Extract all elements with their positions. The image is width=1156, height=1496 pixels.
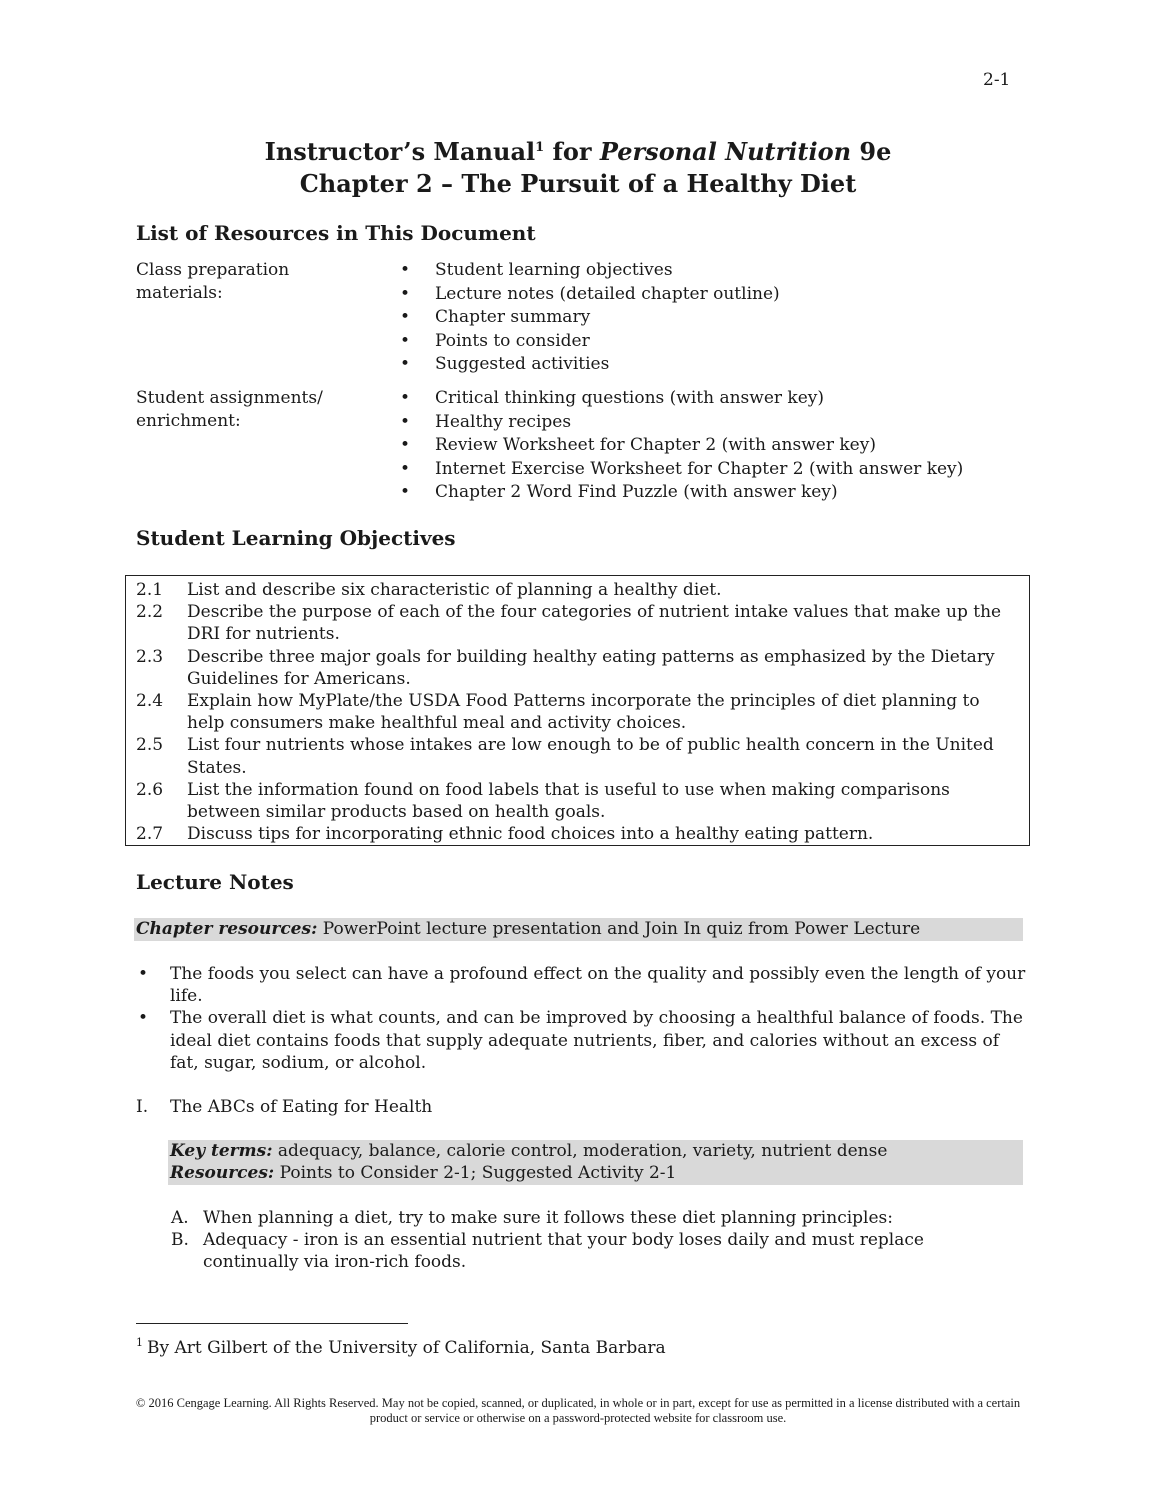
objective-number: 2.7	[136, 824, 164, 845]
list-item	[171, 1207, 1021, 1229]
objective-row	[136, 601, 1021, 645]
resources-label: Resources:	[170, 1163, 275, 1183]
sub-items	[171, 1207, 1021, 1274]
footnote-text: By Art Gilbert of the University of California, Santa Barbara	[147, 1338, 666, 1358]
key-terms-box	[168, 1140, 1023, 1163]
book-title: Personal Nutrition	[599, 137, 852, 166]
footnote-marker: 1	[136, 1336, 143, 1350]
title-edition: 9e	[851, 137, 892, 166]
resource-group-label: Class preparation materials:	[136, 260, 290, 303]
title-mid: for	[544, 137, 600, 166]
page-number: 2-1	[983, 70, 1011, 90]
chapter-title: Chapter 2 – The Pursuit of a Healthy Diet	[299, 169, 857, 198]
list-item: • The foods you select can have a profound effect on the quality and possibly even the length of your life.	[136, 963, 1026, 1007]
objective-row	[136, 690, 1021, 734]
objective-row	[136, 734, 1021, 778]
resources-text: Points to Consider 2-1; Suggested Activity 2-1	[274, 1163, 677, 1183]
list-item: • Student learning objectives	[400, 259, 780, 283]
resource-list	[400, 259, 780, 377]
title-footnote-marker: 1	[535, 140, 545, 155]
chapter-resources-text: PowerPoint lecture presentation and Join In quiz from Power Lecture	[317, 919, 921, 939]
objectives-heading: Student Learning Objectives	[136, 526, 456, 550]
objective-number: 2.2	[136, 602, 164, 623]
footnote	[136, 1338, 666, 1358]
chapter-resources-box	[134, 918, 1023, 941]
chapter-resources-label: Chapter resources:	[136, 919, 318, 939]
list-item: • Chapter summary	[400, 306, 780, 330]
key-terms-label: Key terms:	[170, 1141, 273, 1161]
objective-text: List and describe six characteristic of planning a healthy diet.	[187, 580, 722, 600]
footnote-divider	[136, 1323, 408, 1324]
objective-text: Explain how MyPlate/the USDA Food Patterns incorporate the principles of diet planning to help consumers make healthful meal and activity choices.	[187, 691, 980, 734]
objective-number: 2.6	[136, 779, 164, 800]
lecture-notes-heading: Lecture Notes	[136, 870, 294, 894]
item-label: A.	[171, 1208, 189, 1228]
section-title: The ABCs of Eating for Health	[170, 1097, 433, 1117]
resource-list	[400, 387, 963, 505]
list-item: • Lecture notes (detailed chapter outline)	[400, 283, 780, 307]
objective-number: 2.5	[136, 735, 164, 756]
objective-row	[136, 779, 1021, 823]
intro-bullets	[136, 963, 1026, 1074]
title-prefix: Instructor’s Manual	[264, 137, 536, 166]
objectives-box	[125, 575, 1030, 846]
objective-row	[136, 646, 1021, 690]
list-item: • Healthy recipes	[400, 411, 963, 435]
document-title	[0, 137, 1156, 166]
objective-text: List the information found on food labels that is useful to use when making comparisons between similar products based on health goals.	[187, 779, 950, 823]
objective-row	[136, 579, 1021, 601]
item-text: When planning a diet, try to make sure it follows these diet planning principles:	[203, 1208, 893, 1228]
list-item: • Suggested activities	[400, 353, 780, 377]
item-text: Adequacy - iron is an essential nutrient that your body loses daily and must replace continually via iron-rich foods.	[203, 1230, 924, 1273]
objective-number: 2.3	[136, 646, 164, 667]
objective-text: Describe the purpose of each of the four categories of nutrient intake values that make up the DRI for nutrients.	[187, 602, 1002, 645]
objective-number: 2.4	[136, 691, 164, 712]
list-item: • Chapter 2 Word Find Puzzle (with answer key)	[400, 481, 963, 505]
list-item: • Review Worksheet for Chapter 2 (with answer key)	[400, 434, 963, 458]
list-item: • The overall diet is what counts, and can be improved by choosing a healthful balance of foods. The ideal diet contains foods that supply adequate nutrients, fiber, and calories without an excess of fat, sugar, sodium, or alcohol.	[136, 1007, 1026, 1074]
objective-text: List four nutrients whose intakes are low enough to be of public health concern in the United States.	[187, 735, 994, 778]
section-number: I.	[136, 1097, 149, 1117]
objective-text: Discuss tips for incorporating ethnic food choices into a healthy eating pattern.	[187, 824, 874, 845]
list-item: • Critical thinking questions (with answer key)	[400, 387, 963, 411]
objective-row	[136, 823, 1021, 845]
list-item	[171, 1229, 1021, 1273]
list-item: • Internet Exercise Worksheet for Chapter 2 (with answer key)	[400, 458, 963, 482]
item-label: B.	[171, 1230, 189, 1251]
objective-number: 2.1	[136, 580, 164, 600]
list-item: • Points to consider	[400, 330, 780, 354]
key-terms-text: adequacy, balance, calorie control, moderation, variety, nutrient dense	[272, 1141, 888, 1161]
objective-text: Describe three major goals for building healthy eating patterns as emphasized by the Dietary Guidelines for Americans.	[187, 646, 995, 689]
resources-heading: List of Resources in This Document	[136, 221, 536, 245]
resource-group-label: Student assignments/ enrichment:	[136, 388, 323, 431]
resources-box	[168, 1162, 1023, 1185]
section-heading	[136, 1096, 432, 1118]
copyright-notice: © 2016 Cengage Learning. All Rights Reserved. May not be copied, scanned, or duplicated, in whole or in part, except for use as permitted in a license distributed with a certain product or service or otherwise on a password-protected website for classroom use.	[135, 1396, 1021, 1425]
